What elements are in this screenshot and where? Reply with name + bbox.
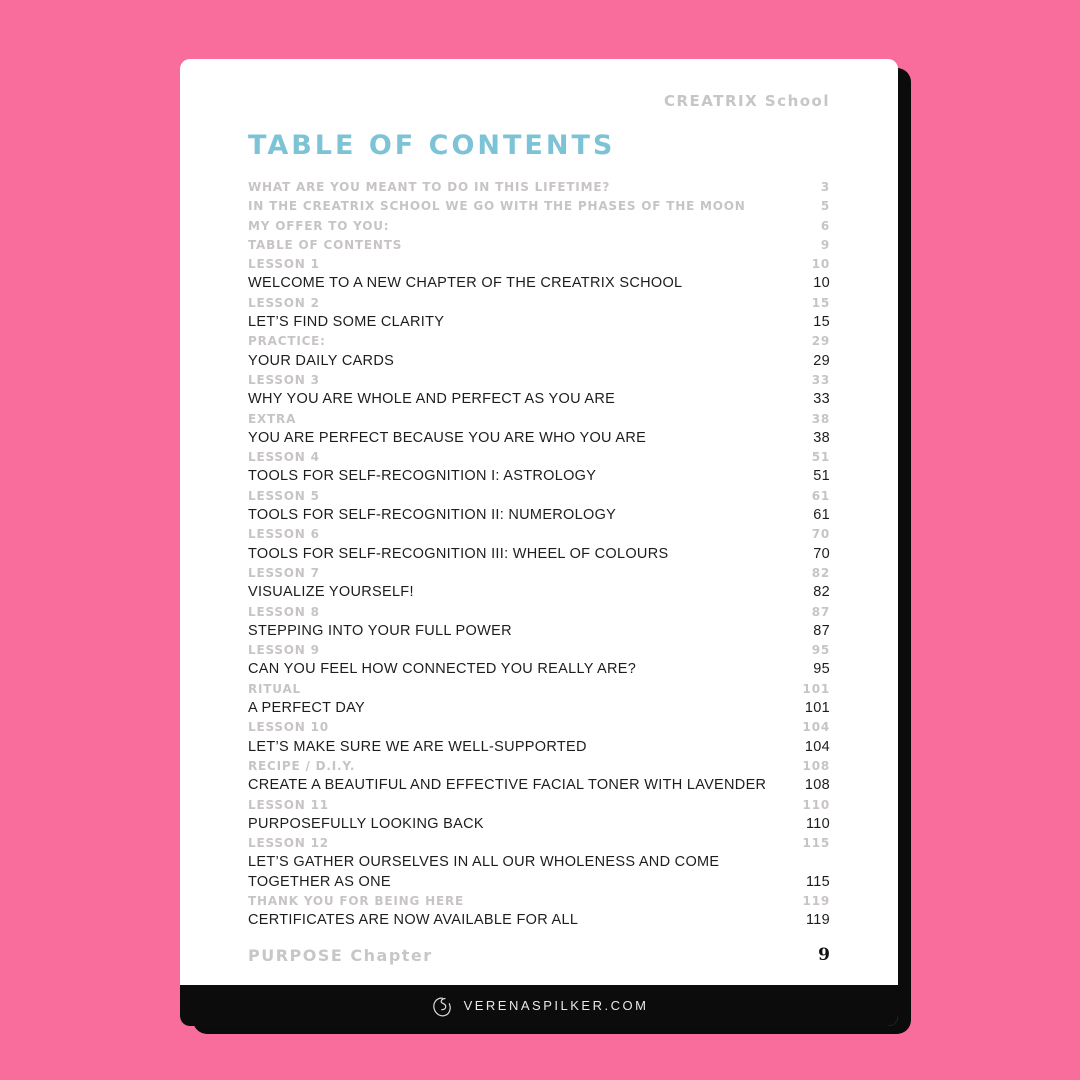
page-title: TABLE OF CONTENTS [248, 130, 616, 161]
toc-entry [248, 641, 830, 680]
toc-entry-label-page: 108 [802, 758, 830, 773]
toc-entry-title-page: 101 [804, 700, 830, 717]
toc-entry [248, 892, 830, 931]
page-content [180, 59, 898, 985]
toc-entry-title: TOOLS FOR SELF-RECOGNITION III: WHEEL OF COLOURS [248, 545, 669, 562]
toc-entry-label-page: 38 [811, 411, 830, 426]
toc-entry-title: CERTIFICATES ARE NOW AVAILABLE FOR ALL [248, 912, 579, 929]
toc-entry-title: WHY YOU ARE WHOLE AND PERFECT AS YOU ARE [248, 391, 616, 408]
toc-entry-label-page: 104 [802, 720, 830, 735]
toc-entry-label: RECIPE / D.I.Y. [248, 758, 356, 773]
toc-entry-label-page: 6 [820, 218, 830, 233]
toc-title-row [248, 583, 830, 602]
toc-entry-label-page: 33 [811, 372, 830, 387]
toc-entry-title-page: 110 [805, 815, 830, 832]
toc-entry-label-page: 15 [811, 295, 830, 310]
toc-label-row [248, 371, 830, 390]
toc-entry [248, 796, 830, 835]
toc-entry [248, 603, 830, 642]
toc-entry [248, 757, 830, 796]
toc-entry-label-page: 82 [811, 565, 830, 580]
toc-entry-title-page: 108 [804, 777, 830, 794]
toc-entry-label: LESSON 12 [248, 836, 329, 851]
toc-entry-label-page: 87 [811, 604, 830, 619]
toc-entry-title: VISUALIZE YOURSELF! [248, 584, 414, 601]
toc-entry-label: LESSON 11 [248, 797, 329, 812]
toc-title-row [248, 853, 830, 892]
toc-title-row [248, 274, 830, 293]
toc-entry-label-page: 95 [811, 643, 830, 658]
toc-entry-title: PURPOSEFULLY LOOKING BACK [248, 815, 484, 832]
brand-header: CREATRIX School [663, 92, 830, 110]
toc-entry-label-page: 70 [811, 527, 830, 542]
toc-label-row [248, 796, 830, 815]
toc-label-row [248, 603, 830, 622]
toc-entry-label: IN THE CREATRIX SCHOOL WE GO WITH THE PHASES OF THE MOON [248, 199, 746, 214]
toc-entry-label-page: 110 [802, 797, 830, 812]
toc-entry-label: LESSON 4 [248, 450, 320, 465]
toc-entry-label: LESSON 3 [248, 372, 320, 387]
toc-label-row [248, 892, 830, 911]
toc-entry-title-page: 70 [813, 545, 830, 562]
toc-entry-title: YOU ARE PERFECT BECAUSE YOU ARE WHO YOU ARE [248, 429, 647, 446]
toc-title-row [248, 352, 830, 371]
toc-entry-label: PRACTICE: [248, 334, 326, 349]
toc-entry-label-page: 5 [820, 199, 830, 214]
toc-entry-label: LESSON 1 [248, 257, 320, 272]
chapter-label: PURPOSE Chapter [248, 945, 433, 965]
toc-entry-title-page: 51 [813, 468, 830, 485]
toc-entry [248, 487, 830, 526]
toc-label-row [248, 525, 830, 544]
toc-entry-title-page: 15 [813, 314, 830, 331]
toc-entry-title: WELCOME TO A NEW CHAPTER OF THE CREATRIX SCHOOL [248, 275, 683, 292]
toc-entry [248, 294, 830, 333]
toc-label-row [248, 680, 830, 699]
toc-entry-label: LESSON 7 [248, 565, 320, 580]
toc-entry-title: TOOLS FOR SELF-RECOGNITION II: NUMEROLOGY [248, 507, 617, 524]
toc-entry [248, 718, 830, 757]
toc-label-row [248, 757, 830, 776]
toc-entry [248, 236, 830, 255]
toc-label-row [248, 236, 830, 255]
toc-entry [248, 217, 830, 236]
toc-entry-label: LESSON 9 [248, 643, 320, 658]
toc-entry-title-page: 38 [813, 429, 830, 446]
toc-entry-title-page: 115 [805, 873, 830, 890]
toc-title-row [248, 622, 830, 641]
toc-label-row [248, 255, 830, 274]
toc-label-row [248, 332, 830, 351]
site-footer-bar [180, 985, 898, 1026]
toc-entry [248, 371, 830, 410]
toc-label-row [248, 834, 830, 853]
toc-label-row [248, 294, 830, 313]
toc-label-row [248, 197, 830, 216]
toc-entry-label: MY OFFER TO YOU: [248, 218, 390, 233]
toc-entry-label-page: 115 [802, 836, 830, 851]
toc-entry-label-page: 29 [811, 334, 830, 349]
page-footer [248, 945, 830, 971]
toc-title-row [248, 429, 830, 448]
page-number: 9 [818, 945, 830, 965]
document-page [180, 59, 898, 1026]
toc-entry [248, 525, 830, 564]
vs-monogram-icon [430, 994, 454, 1018]
toc-label-row [248, 178, 830, 197]
toc-entry-label: LESSON 5 [248, 488, 320, 503]
toc-entry-title: LET’S MAKE SURE WE ARE WELL-SUPPORTED [248, 738, 587, 755]
toc-entry-title-page: 119 [805, 912, 830, 929]
toc-entry-title: YOUR DAILY CARDS [248, 352, 395, 369]
toc-entry-title-page: 95 [813, 661, 830, 678]
toc-label-row [248, 448, 830, 467]
toc-entry-title: A PERFECT DAY [248, 700, 365, 717]
toc-entry [248, 332, 830, 371]
toc-entry-label-page: 101 [802, 681, 830, 696]
toc-title-row [248, 467, 830, 486]
toc-entry [248, 197, 830, 216]
toc-entry-title: TOOLS FOR SELF-RECOGNITION I: ASTROLOGY [248, 468, 597, 485]
toc-entry-title-page: 61 [813, 507, 830, 524]
toc-entry-title-page: 29 [813, 352, 830, 369]
toc-entry [248, 448, 830, 487]
toc-title-row [248, 776, 830, 795]
toc-entry-label: LESSON 10 [248, 720, 329, 735]
toc-title-row [248, 313, 830, 332]
toc-entry-label: LESSON 8 [248, 604, 320, 619]
toc-entry-label-page: 9 [820, 237, 830, 252]
toc-entry-title-page: 87 [813, 622, 830, 639]
toc-entry-label-page: 3 [820, 180, 830, 194]
toc-entry-title-page: 104 [804, 738, 830, 755]
toc-entry [248, 564, 830, 603]
toc-entry-title-page: 82 [813, 584, 830, 601]
toc-entry-label-page: 119 [802, 893, 830, 908]
toc-entry [248, 410, 830, 449]
toc-title-row [248, 911, 830, 930]
toc-entry [248, 178, 830, 197]
toc-entry-label: THANK YOU FOR BEING HERE [248, 893, 464, 908]
toc-entry [248, 255, 830, 294]
toc-title-row [248, 390, 830, 409]
toc-entry-title: LET’S FIND SOME CLARITY [248, 314, 445, 331]
toc-label-row [248, 718, 830, 737]
toc-entry [248, 680, 830, 719]
toc-entry-label: EXTRA [248, 411, 297, 426]
toc-entry-title-page: 10 [813, 275, 830, 292]
toc-entry-label: LESSON 2 [248, 295, 320, 310]
toc-entry-label: RITUAL [248, 681, 301, 696]
toc-entry-title: CAN YOU FEEL HOW CONNECTED YOU REALLY ARE? [248, 661, 637, 678]
toc-entry-label-page: 10 [811, 257, 830, 272]
toc-title-row [248, 506, 830, 525]
toc-title-row [248, 699, 830, 718]
toc-title-row [248, 660, 830, 679]
toc-list [248, 178, 830, 931]
toc-label-row [248, 410, 830, 429]
toc-entry-title: STEPPING INTO YOUR FULL POWER [248, 622, 512, 639]
toc-entry-title: LET’S GATHER OURSELVES IN ALL OUR WHOLENESS AND COME TOGETHER AS ONE [248, 854, 720, 890]
toc-label-row [248, 217, 830, 236]
toc-entry-label-page: 61 [811, 488, 830, 503]
site-url: VERENASPILKER.COM [463, 998, 649, 1013]
toc-title-row [248, 545, 830, 564]
toc-entry [248, 834, 830, 892]
toc-label-row [248, 564, 830, 583]
toc-entry-label: TABLE OF CONTENTS [248, 237, 403, 252]
toc-title-row [248, 815, 830, 834]
toc-entry-title-page: 33 [813, 391, 830, 408]
toc-entry-label-page: 51 [811, 450, 830, 465]
toc-entry-title: CREATE A BEAUTIFUL AND EFFECTIVE FACIAL TONER WITH LAVENDER [248, 777, 767, 794]
toc-label-row [248, 487, 830, 506]
toc-entry-label: WHAT ARE YOU MEANT TO DO IN THIS LIFETIME? [248, 180, 611, 194]
toc-title-row [248, 738, 830, 757]
toc-label-row [248, 641, 830, 660]
toc-entry-label: LESSON 6 [248, 527, 320, 542]
